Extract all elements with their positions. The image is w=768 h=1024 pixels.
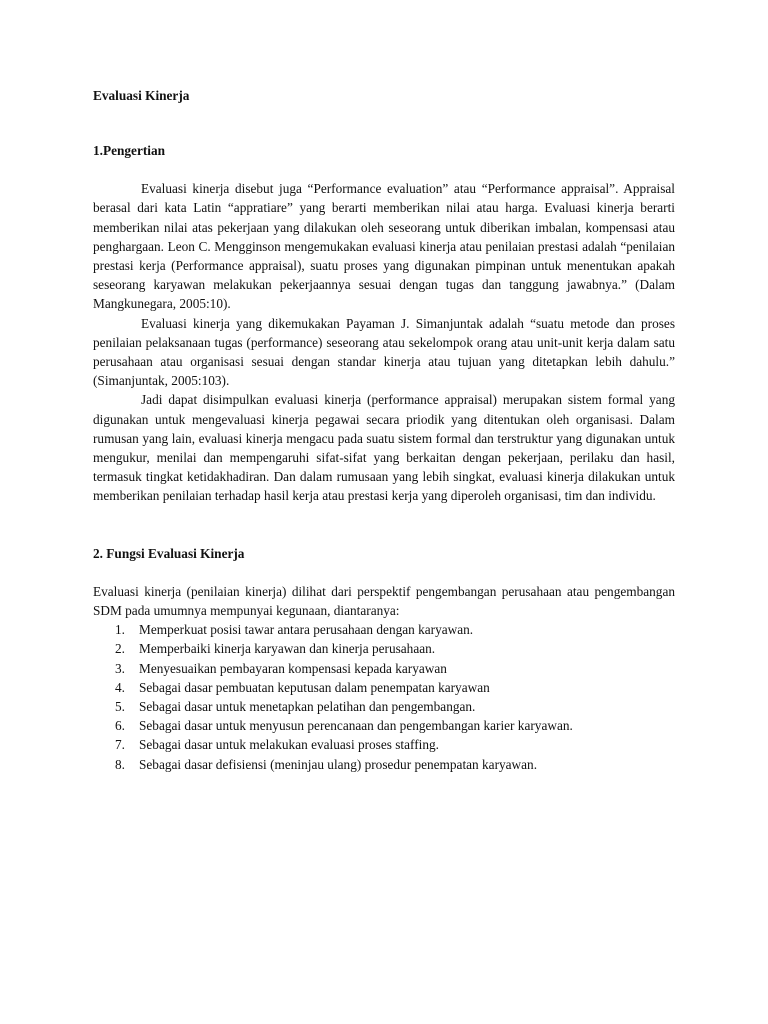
paragraph: Evaluasi kinerja yang dikemukakan Payaman J. Simanjuntak adalah “suatu metode dan proses penilaian pelaksanaan tugas (performance) seseorang atau sekelompok orang atau unit-unit kerja dalam satu perusahaan atau organisasi sesuai dengan standar kinerja atau tujuan yang ditetapkan lebih dahulu.” (Simanjuntak, 2005:103). xyxy=(93,315,675,389)
list-number: 5. xyxy=(115,699,125,715)
list-item-text: Sebagai dasar untuk menyusun perencanaan dan pengembangan karier karyawan. xyxy=(139,718,573,734)
list-item-text: Menyesuaikan pembayaran kompensasi kepada karyawan xyxy=(139,660,447,676)
paragraph: Jadi dapat disimpulkan evaluasi kinerja (performance appraisal) merupakan sistem formal yang digunakan untuk mengevaluasi kinerja pegawai secara priodik yang ditentukan oleh organisasi. Dalam rumusan yang lain, evaluasi kinerja mengacu pada suatu sistem formal dan terstruktur yang digunakan untuk mengukur, menilai dan mempengaruhi sifat-sifat yang berkaitan dengan pekerjaan, perilaku dan hasil, termasuk tingkat ketidakhadiran. Dan dalam rumusaan yang lebih singkat, evaluasi kinerja dilakukan untuk memberikan penilaian terhadap hasil kerja atau prestasi kerja yang diperoleh organisasi, tim dan individu. xyxy=(93,392,675,504)
section-heading-pengertian: 1.Pengertian xyxy=(93,143,166,158)
list-number: 7. xyxy=(115,737,125,753)
list-item xyxy=(93,678,675,697)
document-title: Evaluasi Kinerja xyxy=(93,88,190,103)
list-item-text: Memperbaiki kinerja karyawan dan kinerja perusahaan. xyxy=(139,641,436,657)
list-number: 8. xyxy=(115,756,125,772)
list-number: 4. xyxy=(115,679,125,695)
list-item xyxy=(93,639,675,658)
function-list xyxy=(93,620,675,774)
section-heading-fungsi: 2. Fungsi Evaluasi Kinerja xyxy=(93,545,245,561)
list-item-text: Memperkuat posisi tawar antara perusahaan dengan karyawan. xyxy=(139,622,474,638)
list-item-text: Sebagai dasar pembuatan keputusan dalam penempatan karyawan xyxy=(139,679,490,695)
list-number: 2. xyxy=(115,641,125,657)
list-item xyxy=(93,697,675,716)
list-item xyxy=(93,620,675,639)
document-body xyxy=(93,86,675,774)
list-number: 3. xyxy=(115,660,125,676)
list-item-text: Sebagai dasar untuk melakukan evaluasi proses staffing. xyxy=(139,737,439,753)
list-item-text: Sebagai dasar defisiensi (meninjau ulang) prosedur penempatan karyawan. xyxy=(139,756,538,772)
list-number: 6. xyxy=(115,718,125,734)
list-number: 1. xyxy=(115,622,125,638)
list-item xyxy=(93,755,675,774)
list-item xyxy=(93,659,675,678)
list-item xyxy=(93,735,675,754)
list-item-text: Sebagai dasar untuk menetapkan pelatihan dan pengembangan. xyxy=(139,699,476,715)
list-item xyxy=(93,716,675,735)
section-intro: Evaluasi kinerja (penilaian kinerja) dilihat dari perspektif pengembangan perusahaan atau pengembangan SDM pada umumnya mempunyai kegunaan, diantaranya: xyxy=(93,583,675,619)
paragraph: Evaluasi kinerja disebut juga “Performance evaluation” atau “Performance appraisal”. Appraisal berasal dari kata Latin “appratiare” yang berarti memberikan nilai atau harga. Evaluasi kinerja berarti memberikan nilai atas pekerjaan yang dilakukan oleh seseorang untuk diberikan imbalan, kompensasi atau penghargaan. Leon C. Mengginson mengemukakan evaluasi kinerja atau penilaian prestasi adalah “penilaian prestasi kerja (Performance appraisal), suatu proses yang digunakan pimpinan untuk menentukan apakah seseorang karyawan melakukan pekerjaannya sesuai dengan tugas dan tanggung jawabnya.” (Dalam Mangkunegara, 2005:10). xyxy=(93,181,675,312)
